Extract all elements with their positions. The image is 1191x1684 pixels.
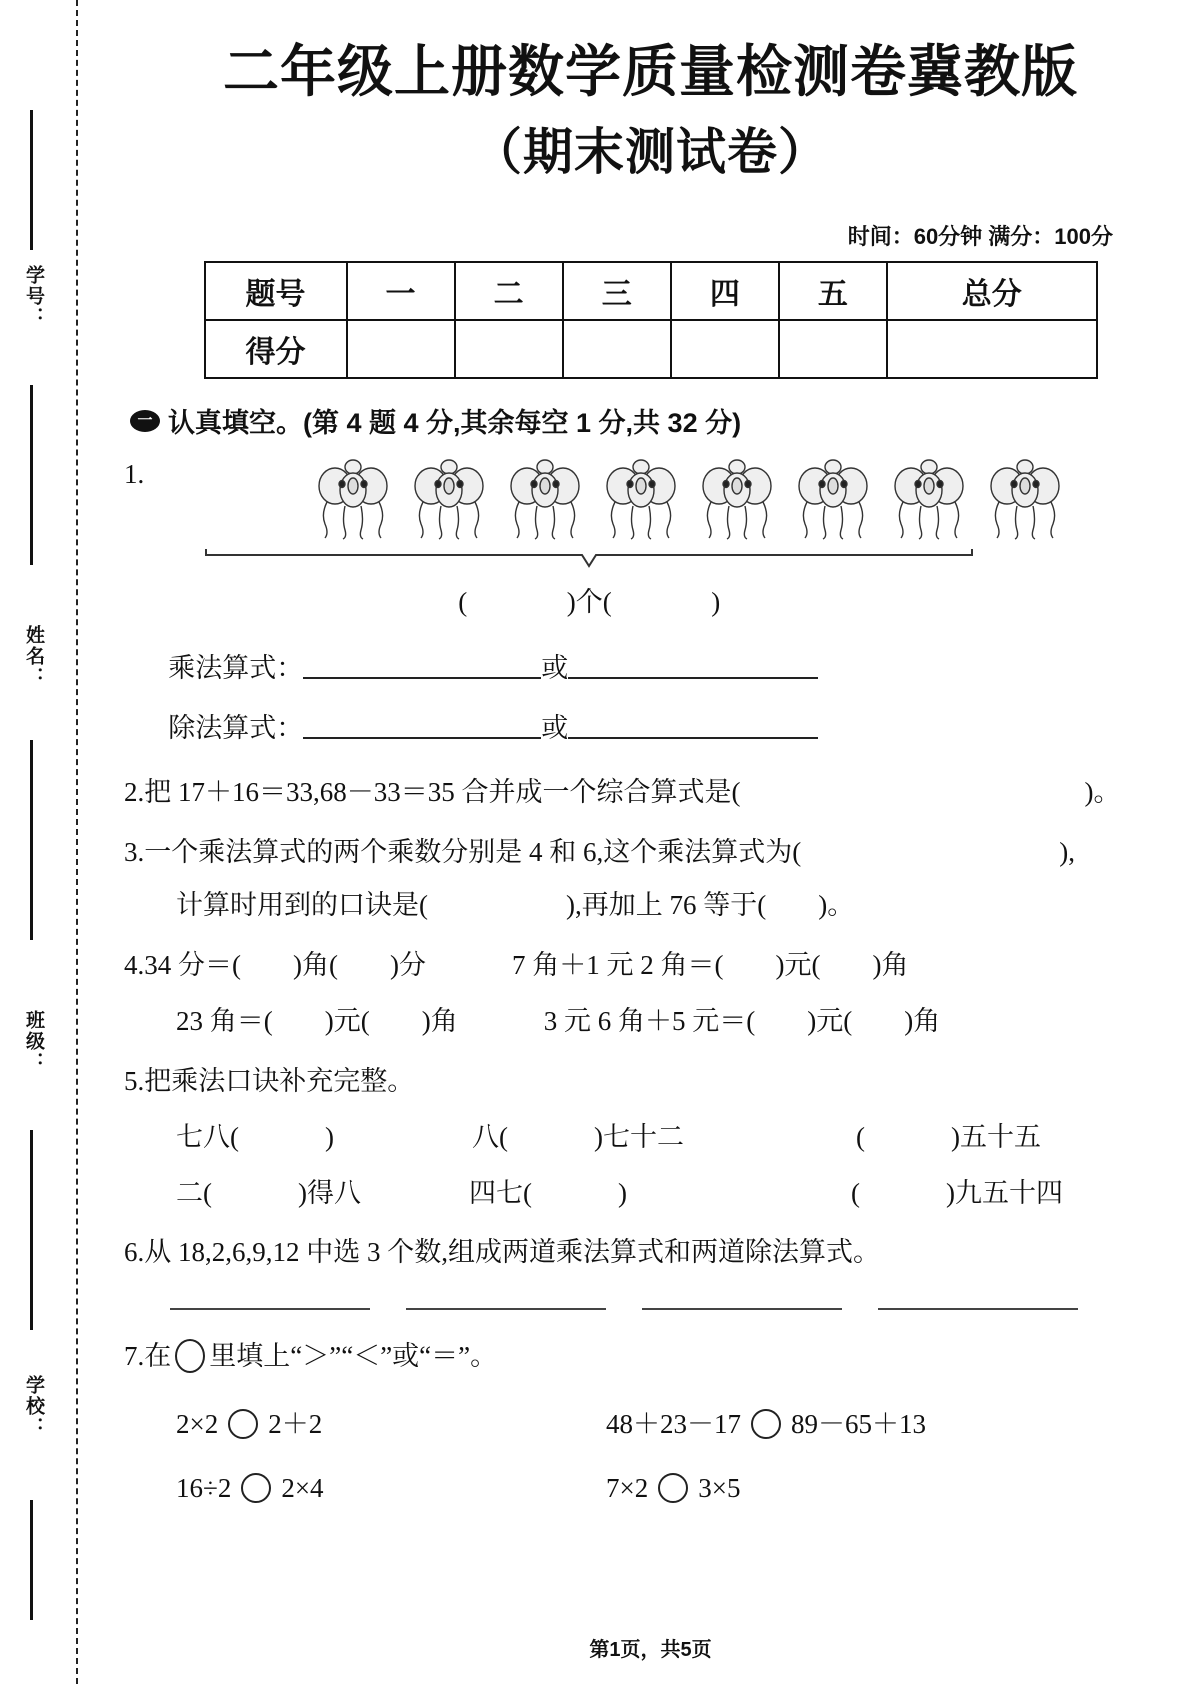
- q5-r1-a-post: ): [325, 1121, 334, 1152]
- q4-r1-b-left: 7 角＋1 元 2 角＝(: [511, 950, 724, 981]
- score-table-label-qnum: 题号: [205, 262, 347, 320]
- question-3-line-1: [124, 832, 1191, 874]
- q7-item-4: [606, 1468, 740, 1510]
- q5-r1-b-pre: 八(: [472, 1121, 508, 1152]
- score-cell-total[interactable]: [887, 320, 1097, 378]
- margin-label-school: 学校：: [23, 1375, 44, 1438]
- question-2: [124, 772, 1191, 814]
- question-7-number: 7.: [124, 1341, 145, 1372]
- q5-r1-b-post: )七十二: [594, 1121, 684, 1152]
- question-5-row-2: [176, 1173, 1191, 1215]
- q7-compare-circle-2[interactable]: [751, 1409, 781, 1439]
- question-6-text: 从 18,2,6,9,12 中选 3 个数,组成两道乘法算式和两道除法算式。: [144, 1237, 880, 1268]
- question-6-prompt: [124, 1232, 1191, 1274]
- question-5-text: 把乘法口诀补充完整。: [144, 1065, 415, 1096]
- question-4: [124, 945, 1191, 1043]
- question-3-text-2b: ),再加上 76 等于(: [566, 890, 767, 921]
- question-5: [124, 1061, 1191, 1215]
- q4-r1-a-mid: )角(: [293, 950, 338, 981]
- q1-mult-or: 或: [541, 653, 569, 683]
- question-3-number: 3.: [124, 836, 145, 867]
- q7-item-3: [176, 1468, 606, 1510]
- page-subtitle: （期末测试卷）: [472, 124, 829, 181]
- score-table-col-1: 一: [347, 262, 455, 320]
- question-3-line-2: [176, 885, 1191, 927]
- table-row-header: [205, 262, 1097, 320]
- question-2-number: 2.: [124, 776, 145, 807]
- q1-div-label: 除法算式：: [168, 712, 304, 743]
- score-cell-2[interactable]: [455, 320, 563, 378]
- question-3: [124, 832, 1191, 928]
- question-7-row-2: [176, 1468, 1191, 1510]
- q4-r2-a-right: )角: [421, 1006, 458, 1037]
- q5-r1-a-pre: 七八(: [176, 1121, 239, 1152]
- question-3-text-1: 一个乘法算式的两个乘数分别是 4 和 6,这个乘法算式为(: [144, 836, 802, 867]
- section-heading: [130, 401, 1191, 440]
- question-3-text-2a: 计算时用到的口诀是(: [176, 890, 428, 921]
- q4-r2-a-mid: )元(: [324, 1006, 370, 1037]
- q1-div-blank-2[interactable]: [568, 709, 818, 739]
- q4-r2-b-mid: )元(: [807, 1006, 853, 1037]
- score-table: [204, 261, 1098, 379]
- q7-compare-circle-4[interactable]: [658, 1473, 688, 1503]
- q5-r2-a-post: )得八: [298, 1177, 361, 1208]
- question-4-row-1: [124, 945, 1191, 987]
- q1-count-paren-mid: )个(: [566, 587, 612, 618]
- page-title: 二年级上册数学质量检测卷冀教版: [223, 40, 1078, 103]
- q7-r1-a-right: 2＋2: [268, 1409, 323, 1440]
- question-6: [124, 1232, 1191, 1310]
- q4-r2-b-left: 3 元 6 角＋5 元＝(: [543, 1006, 756, 1037]
- q4-r2-a-left: 23 角＝(: [176, 1006, 273, 1037]
- question-1: [124, 454, 1191, 749]
- q5-r2-b-post: ): [618, 1177, 627, 1208]
- section-marker-icon: 一: [130, 410, 160, 432]
- q4-r2-b-right: )角: [904, 1006, 941, 1037]
- q4-r1-b-right: )角: [872, 950, 909, 981]
- q7-r2-a-right: 2×4: [281, 1472, 324, 1503]
- q5-r1-c-post: )五十五: [951, 1121, 1041, 1152]
- question-4-row-2: [176, 1001, 1191, 1043]
- elephant-icon: [501, 454, 589, 540]
- q7-r1-b-right: 89－65＋13: [791, 1409, 926, 1440]
- q7-r2-b-right: 3×5: [698, 1472, 741, 1503]
- margin-label-class: 班级：: [23, 1010, 44, 1073]
- q7-item-1: [176, 1404, 606, 1446]
- question-5-row-1: [176, 1117, 1191, 1159]
- q6-answer-blank-4[interactable]: [878, 1308, 1078, 1310]
- q4-r1-b-mid: )元(: [775, 950, 821, 981]
- q1-count-paren-open: (: [458, 587, 468, 618]
- question-7: [124, 1336, 1191, 1510]
- page-footer: 第1页，共5页: [589, 1639, 712, 1661]
- q1-mult-label: 乘法算式：: [168, 653, 304, 683]
- q5-r2-a-pre: 二(: [176, 1177, 212, 1208]
- q7-r1-a-left: 2×2: [176, 1409, 219, 1440]
- question-4-number: 4.: [124, 950, 145, 981]
- q7-compare-circle-1[interactable]: [228, 1409, 258, 1439]
- question-1-brace: [204, 540, 974, 582]
- q7-prompt-pre: 在: [144, 1341, 172, 1372]
- question-3-tail-1: ),: [1059, 836, 1075, 867]
- score-table-col-3: 三: [563, 262, 671, 320]
- question-7-row-1: [176, 1404, 1191, 1446]
- table-row-scores: [205, 320, 1097, 378]
- margin-rule-1: [30, 110, 33, 250]
- question-5-prompt: [124, 1061, 1191, 1103]
- question-7-prompt: [124, 1336, 1191, 1378]
- score-table-col-5: 五: [779, 262, 887, 320]
- elephant-icon: [885, 454, 973, 540]
- score-cell-5[interactable]: [779, 320, 887, 378]
- question-5-number: 5.: [124, 1065, 145, 1096]
- margin-rule-2: [30, 385, 33, 565]
- q5-r2-c-pre: (: [851, 1177, 860, 1208]
- q5-r2-b-pre: 四七(: [469, 1177, 532, 1208]
- question-6-number: 6.: [124, 1237, 145, 1268]
- q7-prompt-circle-icon: [175, 1339, 205, 1373]
- elephant-icon: [309, 454, 397, 540]
- q7-r2-a-left: 16÷2: [176, 1472, 232, 1503]
- score-table-col-total: 总分: [887, 262, 1097, 320]
- q1-mult-blank-2[interactable]: [568, 649, 818, 679]
- q7-compare-circle-3[interactable]: [241, 1473, 271, 1503]
- elephant-icon: [693, 454, 781, 540]
- q6-answer-blank-1[interactable]: [170, 1308, 370, 1310]
- section-heading-text: 认真填空。(第 4 题 4 分,其余每空 1 分,共 32 分): [168, 408, 742, 439]
- question-1-count-line: [204, 582, 974, 624]
- q1-div-blank-1[interactable]: [303, 709, 541, 739]
- question-3-tail-2: )。: [818, 890, 855, 921]
- score-table-col-2: 二: [455, 262, 563, 320]
- q1-div-or: 或: [541, 712, 569, 743]
- question-2-tail: )。: [1084, 776, 1121, 807]
- left-margin-strip: [0, 0, 110, 1684]
- score-cell-4[interactable]: [671, 320, 779, 378]
- exam-page: [110, 0, 1191, 1684]
- q7-r1-b-left: 48＋23－17: [606, 1409, 741, 1440]
- exam-meta-info: 时间：60分钟 满分：100分: [847, 224, 1113, 250]
- q1-mult-blank-1[interactable]: [303, 649, 541, 679]
- elephant-icon: [405, 454, 493, 540]
- q7-prompt-post: 里填上“＞”“＜”或“＝”。: [209, 1341, 498, 1372]
- q5-r1-c-pre: (: [856, 1121, 865, 1152]
- margin-rule-4: [30, 1130, 33, 1330]
- q7-r2-b-left: 7×2: [606, 1472, 649, 1503]
- q6-answer-blank-2[interactable]: [406, 1308, 606, 1310]
- margin-rule-3: [30, 740, 33, 940]
- q4-r1-a-right: )分: [389, 950, 426, 981]
- score-cell-3[interactable]: [563, 320, 671, 378]
- score-table-col-4: 四: [671, 262, 779, 320]
- q4-r1-a-left: 34 分＝(: [144, 950, 241, 981]
- question-2-text: 把 17＋16＝33,68－33＝35 合并成一个综合算式是(: [144, 776, 741, 807]
- score-cell-1[interactable]: [347, 320, 455, 378]
- q6-answer-blank-3[interactable]: [642, 1308, 842, 1310]
- elephant-icon: [597, 454, 685, 540]
- question-1-mult-row: [168, 648, 1191, 690]
- elephant-icon: [789, 454, 877, 540]
- score-table-label-score: 得分: [205, 320, 347, 378]
- cut-dashed-line: [76, 0, 78, 1684]
- margin-label-student-id: 学号：: [23, 265, 44, 328]
- q7-item-2: [606, 1404, 926, 1446]
- question-1-div-row: [168, 708, 1191, 750]
- q1-count-paren-close: ): [711, 587, 721, 618]
- question-1-number: 1.: [124, 459, 145, 490]
- question-6-answer-area: [170, 1308, 1191, 1310]
- margin-label-name: 姓名：: [23, 625, 44, 688]
- question-1-figure-group: [186, 454, 1191, 540]
- q5-r2-c-post: )九五十四: [946, 1177, 1063, 1208]
- margin-rule-5: [30, 1500, 33, 1620]
- elephant-icon: [981, 454, 1069, 540]
